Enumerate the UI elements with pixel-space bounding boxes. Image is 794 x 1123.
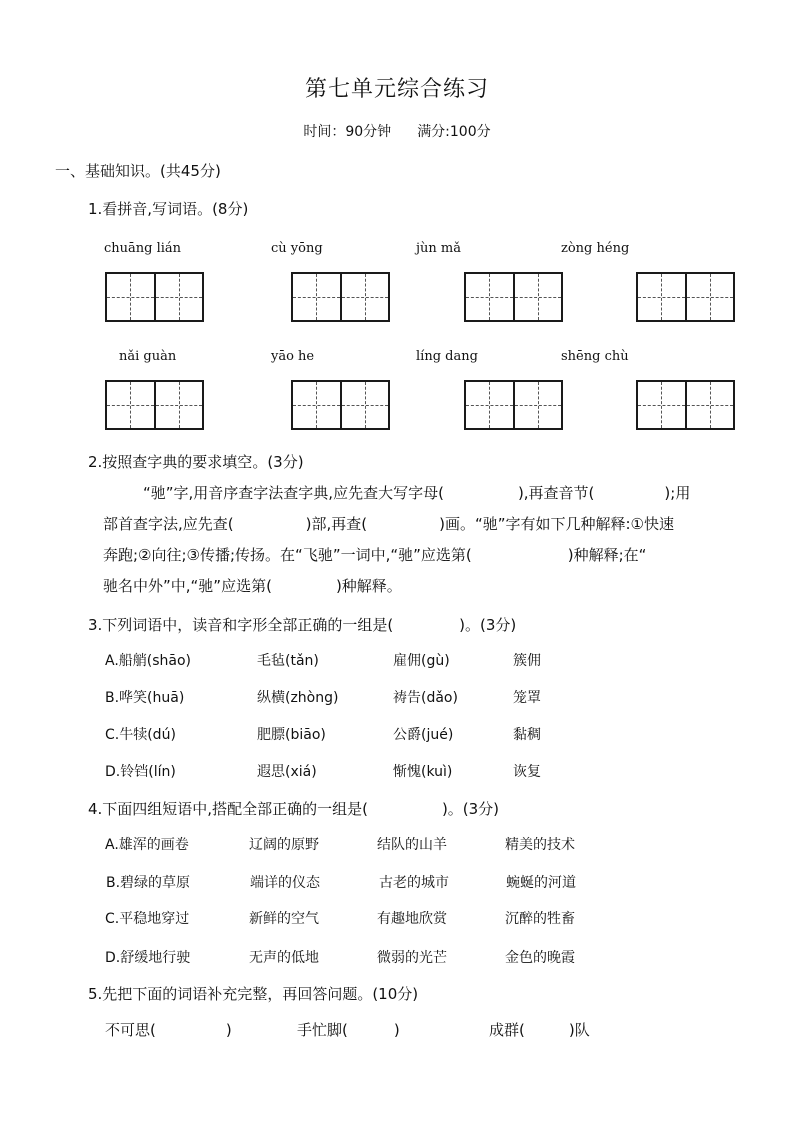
option-term: 雇佣(gù): [393, 653, 450, 669]
choice-option[interactable]: D.舒缓地行驶: [105, 950, 191, 966]
option-term: 金色的晚霞: [505, 950, 575, 966]
option-term: 端详的仪态: [250, 875, 320, 891]
writing-grid[interactable]: [464, 380, 563, 430]
choice-option[interactable]: D.铃铛(lín): [105, 764, 176, 780]
option-term: 有趣地欣赏: [377, 911, 447, 927]
option-term: 肥膘(biāo): [257, 727, 326, 743]
option-term: 微弱的光芒: [377, 950, 447, 966]
choice-option[interactable]: A.雄浑的画卷: [105, 837, 189, 853]
writing-grid[interactable]: [636, 272, 735, 322]
pinyin-label: yāo he: [271, 349, 315, 364]
section-heading: 一、基础知识。(共45分): [55, 162, 221, 180]
pinyin-label: shēng chù: [561, 349, 629, 364]
writing-grid[interactable]: [291, 272, 390, 322]
pinyin-label: cù yōng: [271, 241, 323, 256]
option-term: 沉醉的牲畜: [505, 911, 575, 927]
choice-option[interactable]: B.哗笑(huā): [105, 690, 185, 706]
option-term: 蜿蜒的河道: [506, 875, 576, 891]
fill-idiom: 手忙脚( ): [297, 1021, 400, 1039]
question-5-label: 5.先把下面的词语补充完整，再回答问题。(10分): [88, 985, 419, 1003]
page-title: 第七单元综合练习: [304, 77, 489, 102]
choice-option[interactable]: C.平稳地穿过: [105, 911, 190, 927]
question-2-body: “驰”字,用音序查字法查字典,应先查大写字母( ),再查音节( );用 部首查字法,应先查( )部,再查( )画。“驰”字有如下几种解释:①快速 奔跑;②向往;③传播;传扬。在“飞驰”一词中,“驰”应选第( )种解释;在“ 驰名中外”中,“驰”应选第( )种解释。: [103, 484, 691, 595]
choice-option[interactable]: A.船艄(shāo): [105, 653, 192, 669]
question-2-label: 2.按照查字典的要求填空。(3分): [88, 453, 304, 471]
option-term: 黏稠: [513, 727, 541, 743]
writing-grid[interactable]: [105, 380, 204, 430]
exam-meta: [0, 121, 794, 141]
option-term: 毛毡(tǎn): [257, 653, 319, 669]
option-term: 新鲜的空气: [249, 911, 319, 927]
writing-grid[interactable]: [464, 272, 563, 322]
exam-score: 满分:100分: [417, 124, 491, 140]
option-term: 惭愧(kuì): [393, 764, 453, 780]
pinyin-label: nǎi guàn: [119, 349, 177, 364]
option-term: 无声的低地: [249, 950, 319, 966]
option-term: 辽阔的原野: [249, 837, 319, 853]
choice-option[interactable]: C.牛犊(dú): [105, 727, 176, 743]
fill-idiom: 成群( )队: [489, 1021, 590, 1039]
pinyin-label: jùn mǎ: [416, 241, 461, 256]
question-3-label: 3.下列词语中，读音和字形全部正确的一组是( )。(3分): [88, 616, 517, 634]
option-term: 精美的技术: [505, 837, 575, 853]
option-term: 簇佣: [513, 653, 541, 669]
writing-grid[interactable]: [105, 272, 204, 322]
writing-grid[interactable]: [291, 380, 390, 430]
question-4-label: 4.下面四组短语中,搭配全部正确的一组是( )。(3分): [88, 800, 500, 818]
option-term: 结队的山羊: [377, 837, 447, 853]
pinyin-label: zòng héng: [561, 241, 630, 256]
option-term: 遐思(xiá): [257, 764, 317, 780]
option-term: 祷告(dǎo): [393, 690, 458, 706]
writing-grid[interactable]: [636, 380, 735, 430]
exam-time: 时间：90分钟: [303, 124, 392, 140]
pinyin-label: chuāng lián: [104, 241, 182, 256]
option-term: 诙复: [513, 764, 541, 780]
option-term: 笼罩: [513, 690, 541, 706]
question-1-label: 1.看拼音,写词语。(8分): [88, 200, 249, 218]
option-term: 古老的城市: [379, 875, 449, 891]
choice-option[interactable]: B.碧绿的草原: [106, 875, 191, 891]
fill-idiom: 不可思( ): [105, 1021, 232, 1039]
option-term: 纵横(zhòng): [257, 690, 339, 706]
option-term: 公爵(jué): [393, 727, 454, 743]
pinyin-label: líng dang: [416, 349, 478, 364]
